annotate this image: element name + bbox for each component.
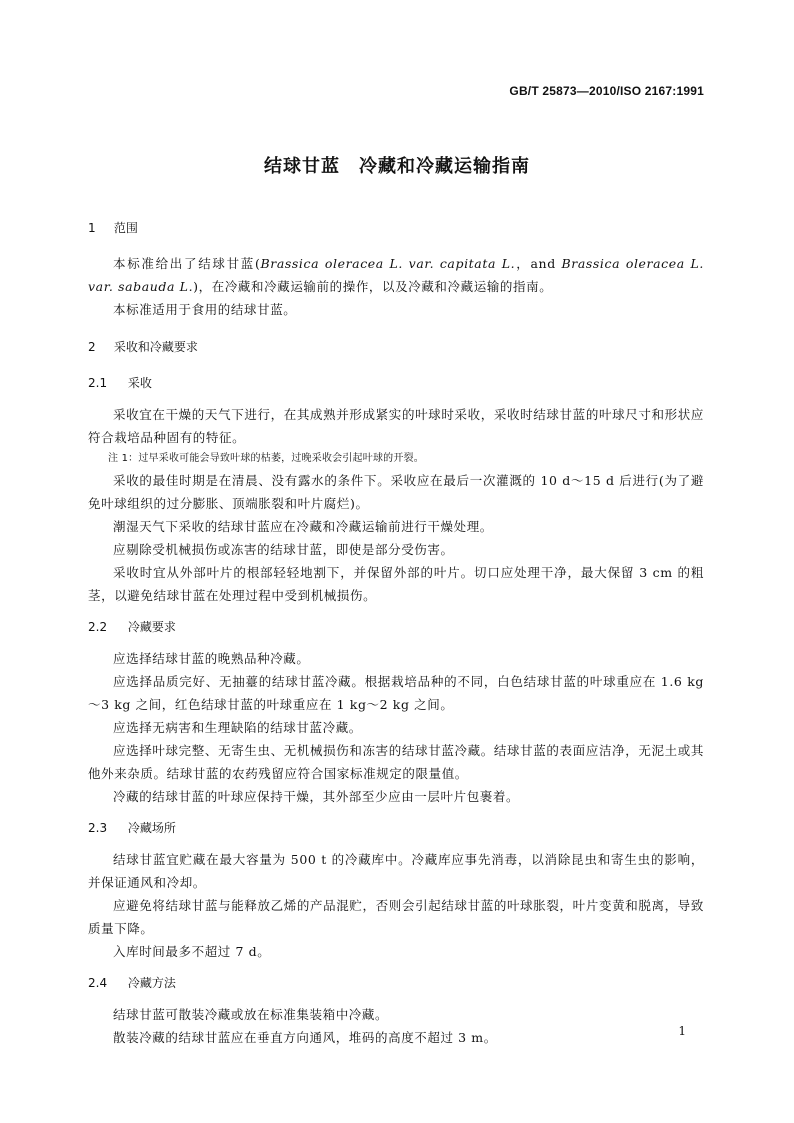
scope-paragraph: 本标准给出了结球甘蓝(Brassica oleracea L. var. capitata L.，and Brassica oleracea L. var. sabauda L.)，在冷藏和冷藏运输前的操作，以及冷藏和冷藏运输的指南。	[88, 256, 704, 294]
paragraph: 应剔除受机械损伤或冻害的结球甘蓝，即使是部分受伤害。	[113, 542, 454, 557]
paragraph: 入库时间最多不超过 7 d。	[113, 944, 271, 959]
section-number: 2.1	[88, 376, 108, 390]
section-2-4-heading	[88, 973, 704, 993]
section-title: 冷藏方法	[127, 976, 176, 990]
paragraph: 应选择无病害和生理缺陷的结球甘蓝冷藏。	[113, 720, 362, 735]
paragraph: 应选择结球甘蓝的晚熟品种冷藏。	[113, 651, 310, 666]
section-1-heading	[88, 218, 704, 238]
paragraph: 应选择品质完好、无抽薹的结球甘蓝冷藏。根据栽培品种的不同，白色结球甘蓝的叶球重应在 1.6 kg～3 kg 之间，红色结球甘蓝的叶球重应在 1 kg～2 kg 之间。	[88, 674, 704, 712]
section-number: 2.3	[88, 821, 108, 835]
section-title: 采收	[127, 376, 152, 390]
paragraph: 采收的最佳时期是在清晨、没有露水的条件下。采收应在最后一次灌溉的 10 d～15 d 后进行(为了避免叶球组织的过分膨胀、顶端胀裂和叶片腐烂)。	[88, 473, 704, 511]
note: 注 1：过早采收可能会导致叶球的枯萎，过晚采收会引起叶球的开裂。	[108, 453, 424, 464]
page-number: 1	[678, 1024, 686, 1038]
paragraph: 应选择叶球完整、无寄生虫、无机械损伤和冻害的结球甘蓝冷藏。结球甘蓝的表面应洁净，无泥土或其他外来杂质。结球甘蓝的农药残留应符合国家标准规定的限量值。	[88, 743, 704, 781]
section-title: 采收和冷藏要求	[113, 340, 198, 354]
section-2-2-heading	[88, 617, 704, 637]
section-2-3-heading	[88, 818, 704, 838]
paragraph: 结球甘蓝宜贮藏在最大容量为 500 t 的冷藏库中。冷藏库应事先消毒，以消除昆虫和寄生虫的影响，并保证通风和冷却。	[88, 852, 704, 890]
document-body	[88, 218, 704, 1049]
section-2-heading	[88, 337, 704, 357]
paragraph: 结球甘蓝可散装冷藏或放在标准集装箱中冷藏。	[113, 1007, 389, 1022]
paragraph: 潮湿天气下采收的结球甘蓝应在冷藏和冷藏运输前进行干燥处理。	[113, 519, 493, 534]
section-number: 1	[88, 221, 96, 235]
section-number: 2.2	[88, 620, 108, 634]
section-title: 冷藏要求	[127, 620, 176, 634]
paragraph: 散装冷藏的结球甘蓝应在垂直方向通风，堆码的高度不超过 3 m。	[113, 1030, 497, 1045]
section-number: 2	[88, 340, 96, 354]
paragraph: 应避免将结球甘蓝与能释放乙烯的产品混贮，否则会引起结球甘蓝的叶球胀裂，叶片变黄和脱离，导致质量下降。	[88, 898, 704, 936]
scope-applicability: 本标准适用于食用的结球甘蓝。	[113, 302, 297, 317]
document-title: 结球甘蓝 冷藏和冷藏运输指南	[264, 156, 530, 177]
section-number: 2.4	[88, 976, 108, 990]
paragraph: 采收时宜从外部叶片的根部轻轻地割下，并保留外部的叶片。切口应处理干净，最大保留 3 cm 的粗茎，以避免结球甘蓝在处理过程中受到机械损伤。	[88, 565, 704, 603]
paragraph: 采收宜在干燥的天气下进行，在其成熟并形成紧实的叶球时采收，采收时结球甘蓝的叶球尺寸和形状应符合栽培品种固有的特征。	[88, 407, 704, 445]
section-title: 范围	[113, 221, 138, 235]
section-2-1-heading	[88, 373, 704, 393]
standard-code: GB/T 25873—2010/ISO 2167:1991	[509, 84, 704, 98]
section-title: 冷藏场所	[127, 821, 176, 835]
paragraph: 冷藏的结球甘蓝的叶球应保持干燥，其外部至少应由一层叶片包裹着。	[113, 789, 520, 804]
